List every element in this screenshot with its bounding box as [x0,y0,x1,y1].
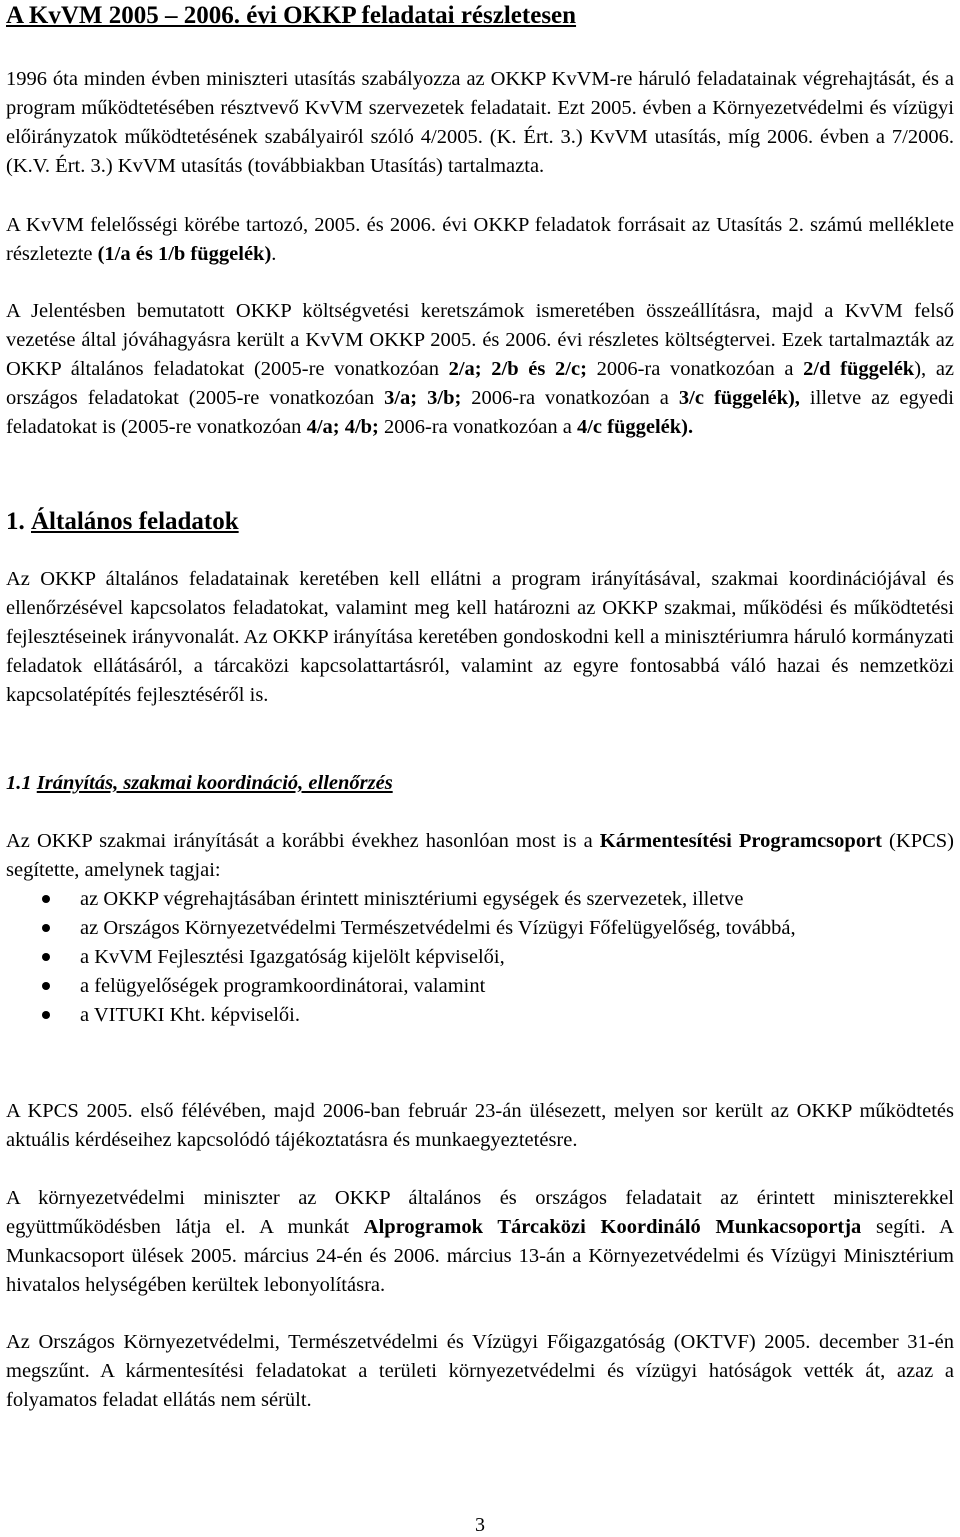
section-1-number: 1. [6,508,25,535]
section-1-1-title: Irányítás, szakmai koordináció, ellenőrzés [36,772,393,794]
document-title: A KvVM 2005 – 2006. évi OKKP feladatai részletesen [6,2,577,29]
budget-text-4: 2006-ra vonatkozóan a [461,387,679,409]
budget-appendix-ref-4: 3/c függelék), [678,387,800,409]
section-1-1-heading [6,769,393,798]
section-1-heading [6,507,239,537]
bullet-icon [42,953,50,961]
budget-appendix-ref-3: 3/a; 3/b; [384,387,462,409]
minister-text: A környezetvédelmi miniszter az OKKP általános és országos feladatait az érintett miniszterekkel együttműködésben látja el. A munkát [6,1187,954,1238]
page-number: 3 [475,1514,485,1536]
sources-end: . [271,243,277,265]
list-item [6,914,954,943]
programcsoport-end: (KPCS) segítette, amelynek tagjai: [6,830,954,881]
budget-paragraph [6,297,954,442]
list-item [6,1001,954,1030]
sources-paragraph [6,211,954,269]
bullet-icon [42,1011,50,1019]
bullet-icon [42,895,50,903]
minister-end: segíti. A Munkacsoport ülések 2005. március 24-én és 2006. március 13-án a Környezetvédelmi és Vízügyi Minisztérium hivatalos helységében kerültek lebonyolításra. [6,1216,954,1296]
list-item-text: a KvVM Fejlesztési Igazgatóság kijelölt képviselői, [80,946,505,968]
budget-appendix-ref-2: 2/d függelék [803,358,915,380]
budget-text-2: 2006-ra vonatkozóan a [586,358,804,380]
sources-text: A KvVM felelősségi körébe tartozó, 2005. és 2006. évi OKKP feladatok forrásait az Utasítás 2. számú melléklete részletezte [6,214,954,265]
oktvf-paragraph: Az Országos Környezetvédelmi, Természetvédelmi és Vízügyi Főigazgatóság (OKTVF) 2005. december 31-én megszűnt. A kármentesítési feladatokat a területi környezetvédelmi és vízügyi hatóságok vették át, azaz a folyamatos feladat ellátás nem sérült. [6,1331,954,1411]
section-1-1-number: 1.1 [6,772,32,794]
bullet-icon [42,924,50,932]
sources-appendix-ref: (1/a és 1/b függelék) [97,243,272,265]
section-1-title: Általános feladatok [31,508,239,535]
budget-appendix-ref-5: 4/a; 4/b; [306,416,379,438]
list-item [6,943,954,972]
minister-paragraph [6,1184,954,1300]
budget-text-6: 2006-ra vonatkozóan a [378,416,577,438]
programcsoport-paragraph [6,827,954,885]
list-item-text: az OKKP végrehajtásában érintett minisztériumi egységek és szervezetek, illetve [80,888,744,910]
intro-paragraph: 1996 óta minden évben miniszteri utasítás szabályozza az OKKP KvVM-re háruló feladatainak végrehajtását, és a program működtetésében résztvevő KvVM szervezetek feladatait. Ezt 2005. évben a Környezetvédelmi és vízügyi előirányzatok működtetésének szabályairól szóló 4/2005. (K. Ért. 3.) KvVM utasítás, míg 2006. évben a 7/2006. (K.V. Ért. 3.) KvVM utasítás (továbbiakban Utasítás) tartalmazta. [6,68,954,177]
programcsoport-name: Kármentesítési Programcsoport [599,830,882,852]
budget-text-1: A Jelentésben bemutatott OKKP költségvetési keretszámok ismeretében összeállításra, majd a KvVM felső vezetése által jóváhagyásra került a KvVM OKKP 2005. és 2006. évi részletes költségtervei. Ezek tartalmazták az OKKP általános feladatokat (2005-re vonatkozóan [6,300,954,380]
budget-text-3: ), az országos feladatokat (2005-re vonatkozóan [6,358,955,409]
list-item-text: a VITUKI Kht. képviselői. [80,1004,300,1026]
kpcs-paragraph: A KPCS 2005. első félévében, majd 2006-ban február 23-án ülésezett, melyen sor került az OKKP működtetés aktuális kérdéseihez kapcsolódó tájékoztatásra és munkaegyeztetésre. [6,1100,954,1151]
list-item [6,885,954,914]
list-item-text: az Országos Környezetvédelmi Természetvédelmi és Vízügyi Főfelügyelőség, továbbá, [80,917,796,939]
section-1-body: Az OKKP általános feladatainak keretében kell ellátni a program irányításával, szakmai koordinációjával és ellenőrzésével kapcsolatos feladatokat, valamint meg kell határozni az OKKP szakmai, működési és működtetési fejlesztéseinek irányvonalát. Az OKKP irányítása keretében gondoskodni kell a minisztériumra háruló kormányzati feladatok ellátásáról, a tárcaközi kapcsolattartásról, valamint az egyre fontosabbá váló hazai és nemzetközi kapcsolatépítés fejlesztéséről is. [6,568,954,706]
working-group-name: Alprogramok Tárcaközi Koordináló Munkacsoportja [363,1216,862,1238]
programcsoport-text: Az OKKP szakmai irányítását a korábbi évekhez hasonlóan most is a [6,830,600,852]
list-item-text: a felügyelőségek programkoordinátorai, valamint [80,975,486,997]
budget-appendix-ref-6: 4/c függelék). [576,416,694,438]
budget-text-5: illetve az egyedi feladatokat is (2005-re vonatkozóan [6,387,955,438]
list-item [6,972,954,1001]
budget-appendix-ref-1: 2/a; 2/b és 2/c; [448,358,587,380]
member-list [6,885,954,1030]
bullet-icon [42,982,50,990]
